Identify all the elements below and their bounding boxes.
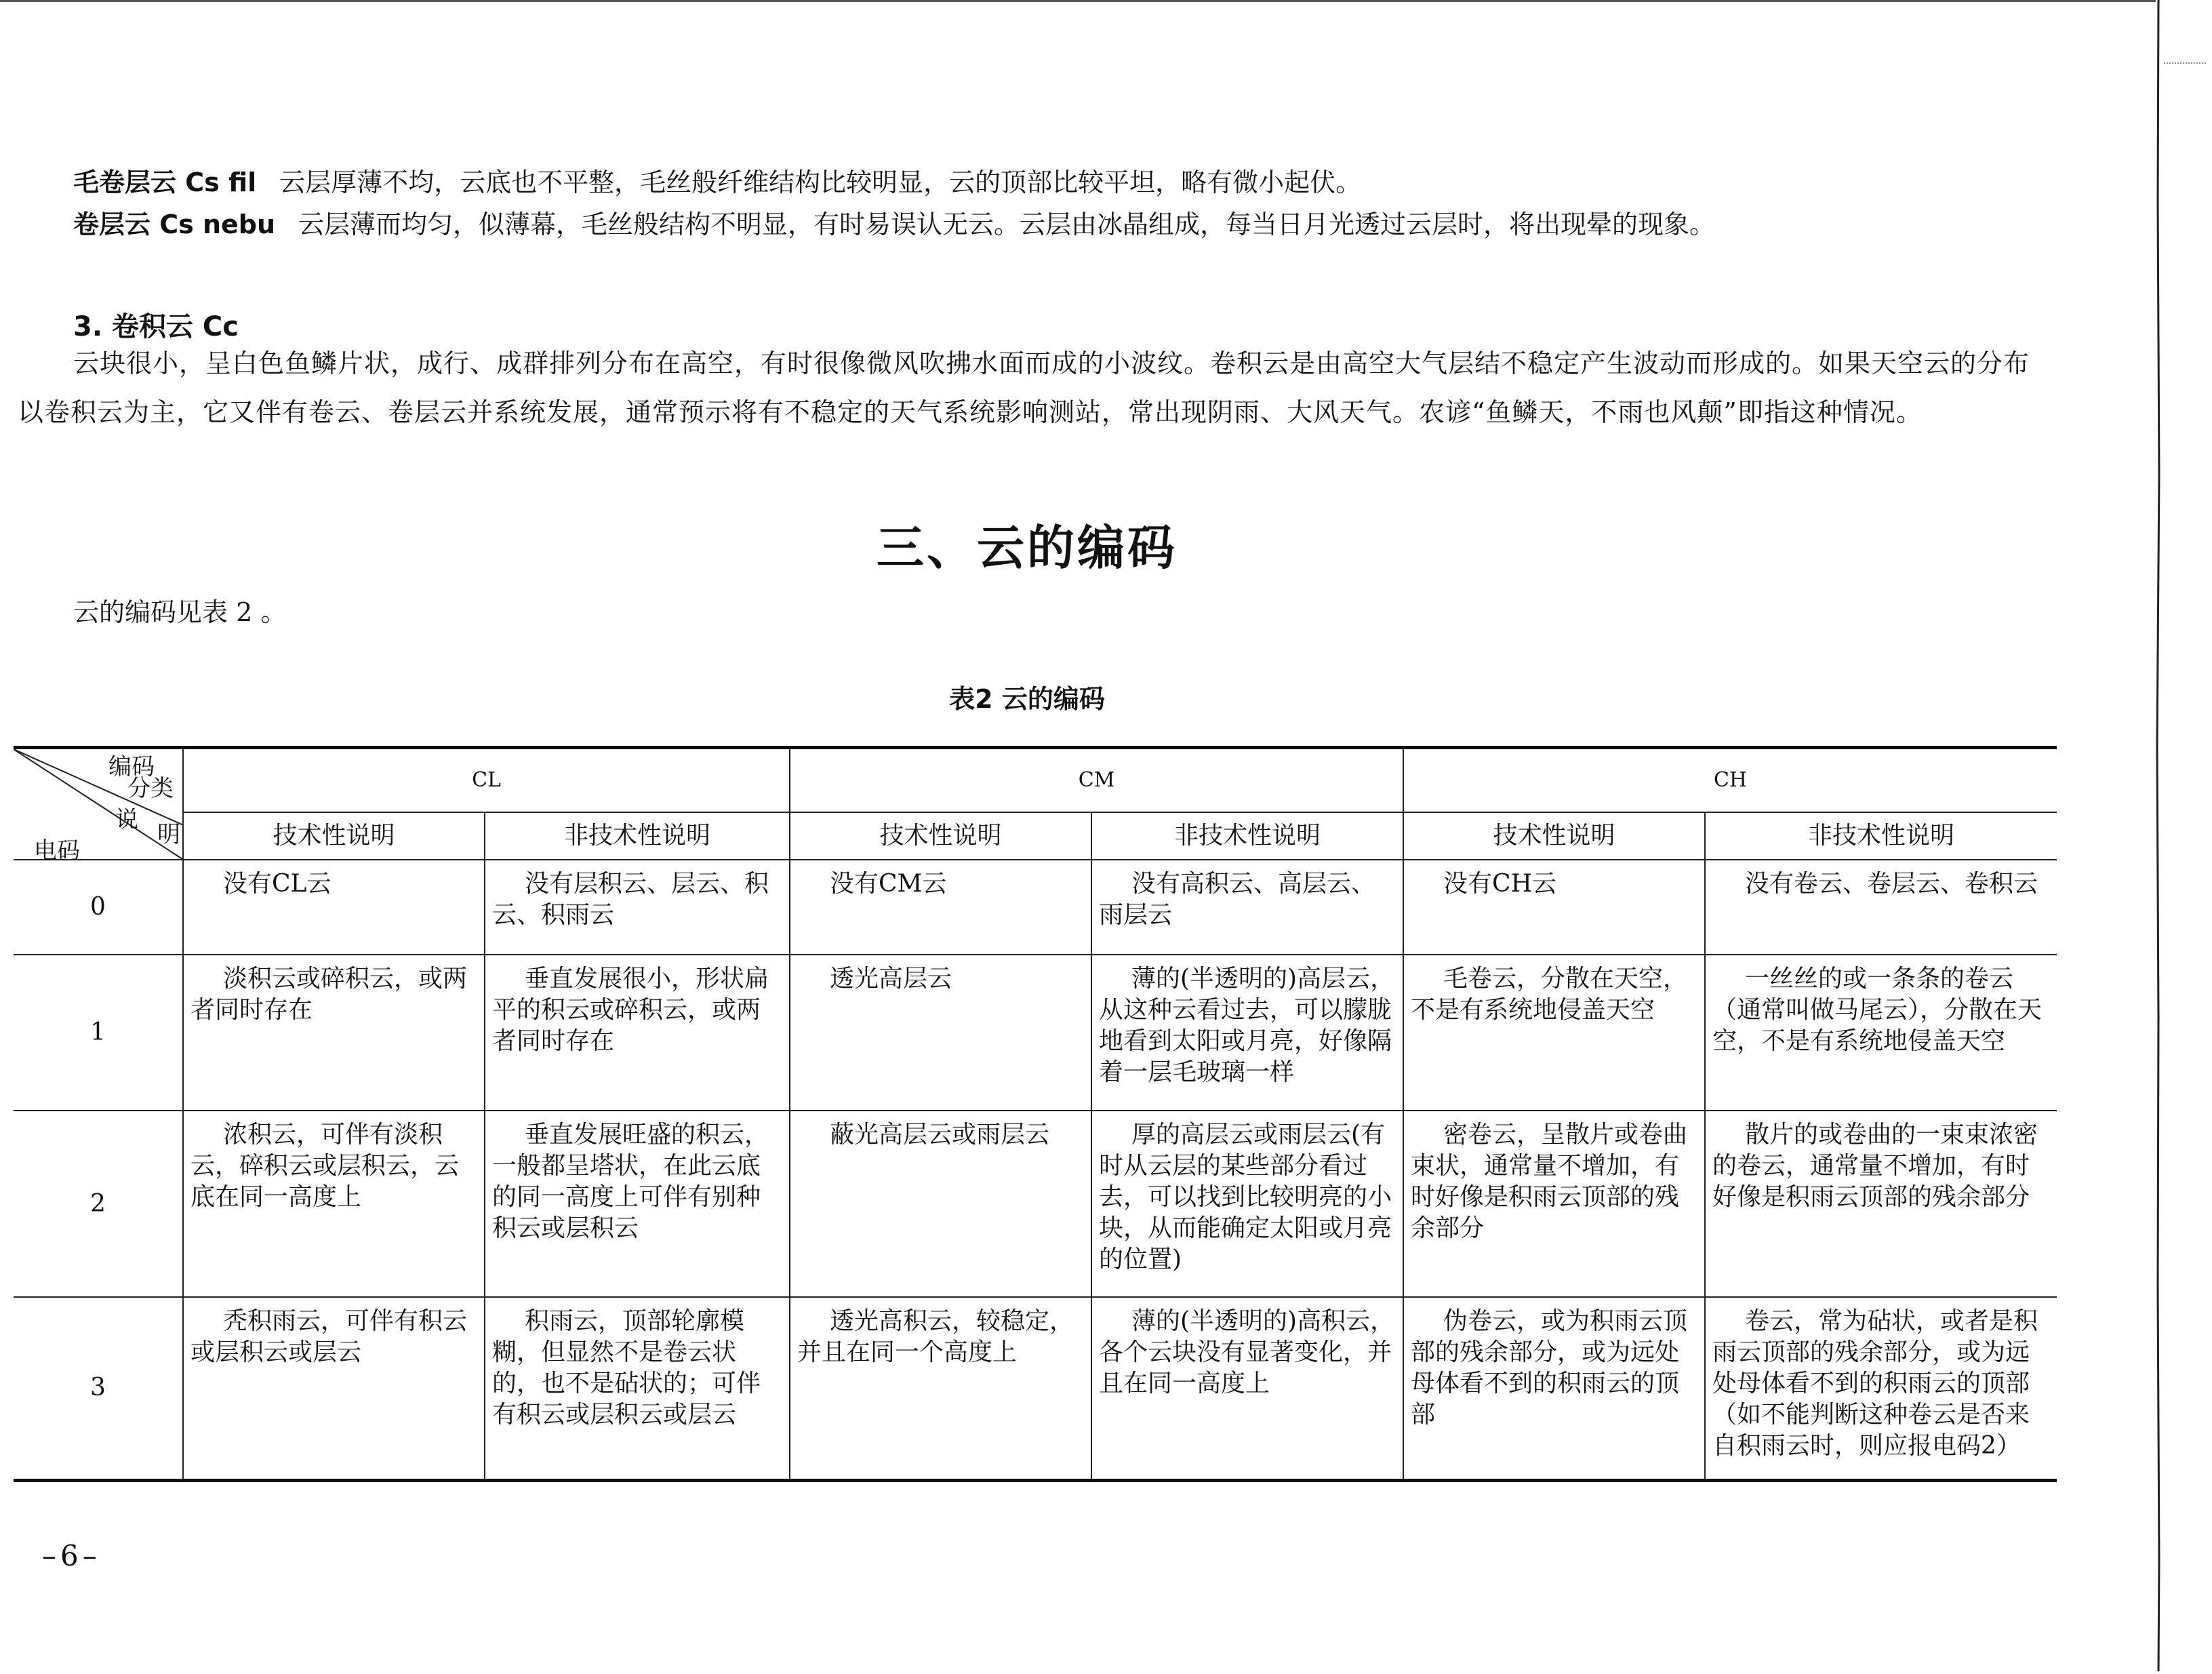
table-subheader-row [14, 812, 2057, 860]
table-cell: 浓积云，可伴有淡积云，碎积云或层积云，云底在同一高度上 [183, 1111, 485, 1297]
top-border-line [0, 0, 2156, 2]
table-cell: 没有CM云 [790, 860, 1091, 955]
table-row [14, 860, 2057, 955]
definition-cs-fil [73, 161, 2073, 203]
table-cell: 伪卷云，或为积雨云顶部的残余部分，或为远处母体看不到的积雨云的顶部 [1403, 1297, 1705, 1480]
section-body: 云块很小，呈白色鱼鳞片状，成行、成群排列分布在高空，有时很像微风吹拂水面而成的小波纹。卷积云是由高空大气层结不稳定产生波动而形成的。如果天空云的分布以卷积云为主，它又伴有卷云、卷层云并系统发展，通常预示将有不稳定的天气系统影响测站，常出现阴雨、大风天气。农谚“鱼鳞天，不雨也风颠”即指这种情况。 [18, 348, 2030, 427]
corner-code-label: 编码 [108, 753, 155, 780]
table-cell: 没有CH云 [1403, 860, 1705, 955]
definition-text: 云层薄而均匀，似薄幕，毛丝般结构不明显，有时易误认无云。云层由冰晶组成，每当日月光透过云层时，将出现晕的现象。 [298, 210, 1716, 239]
table-cell: 毛卷云，分散在天空，不是有系统地侵盖天空 [1403, 955, 1705, 1111]
chapter-title: 三、云的编码 [877, 520, 1178, 576]
code-cell: 2 [14, 1111, 183, 1297]
table-cell: 密卷云，呈散片或卷曲束状，通常量不增加，有时好像是积雨云顶部的残余部分 [1403, 1111, 1705, 1297]
table-cell: 没有卷云、卷层云、卷积云 [1705, 860, 2057, 955]
table-cell: 蔽光高层云或雨层云 [790, 1111, 1091, 1297]
table-cell: 薄的(半透明的)高积云，各个云块没有显著变化，并且在同一高度上 [1091, 1297, 1403, 1480]
table-row [14, 1297, 2057, 1480]
cloud-code-table [14, 746, 2057, 1482]
table-cell: 淡积云或碎积云，或两者同时存在 [183, 955, 485, 1111]
table-cell: 透光高积云，较稳定，并且在同一个高度上 [790, 1297, 1091, 1480]
corner-class-label: 分类 [127, 775, 174, 802]
table-row [14, 1111, 2057, 1297]
table-row [14, 955, 2057, 1111]
definition-cs-nebu [73, 203, 2073, 245]
corner-desc-label-2: 明 [157, 821, 180, 848]
code-cell: 3 [14, 1297, 183, 1480]
table-cell: 卷云，常为砧状，或者是积雨云顶部的残余部分，或为远处母体看不到的积雨云的顶部（如不能判断这种卷云是否来自积雨云时，则应报电码2） [1705, 1297, 2057, 1480]
edge-scan-mark [2164, 62, 2206, 64]
subheader-cell: 非技术性说明 [1705, 812, 2057, 860]
corner-dianma-label: 电码 [34, 837, 80, 864]
definition-term: 卷层云 Cs nebu [73, 210, 276, 239]
definition-term: 毛卷层云 Cs fil [73, 167, 257, 197]
definition-text: 云层厚薄不均，云底也不平整，毛丝般纤维结构比较明显，云的顶部比较平坦，略有微小起伏。 [279, 167, 1362, 197]
page-edge-shadow [2154, 0, 2161, 1671]
group-header-cl: CL [183, 748, 790, 813]
table-cell: 积雨云，顶部轮廓模糊，但显然不是卷云状的，也不是砧状的；可伴有积云或层积云或层云 [485, 1297, 790, 1480]
subheader-cell: 技术性说明 [1403, 812, 1705, 860]
table-cell: 厚的高层云或雨层云(有时从云层的某些部分看过去，可以找到比较明亮的小块，从而能确定太阳或月亮的位置) [1091, 1111, 1403, 1297]
subheader-cell: 技术性说明 [790, 812, 1091, 860]
table-cell: 垂直发展旺盛的积云，一般都呈塔状，在此云底的同一高度上可伴有别种积云或层积云 [485, 1111, 790, 1297]
table-cell: 秃积雨云，可伴有积云或层积云或层云 [183, 1297, 485, 1480]
table-cell: 垂直发展很小，形状扁平的积云或碎积云，或两者同时存在 [485, 955, 790, 1111]
section-title: 3. 卷积云 Cc [73, 311, 239, 342]
table-cell: 没有高积云、高层云、雨层云 [1091, 860, 1403, 955]
subheader-cell: 技术性说明 [183, 812, 485, 860]
group-header-cm: CM [790, 748, 1403, 813]
corner-desc-label-1: 说 [115, 806, 138, 833]
table-cell: 没有CL云 [183, 860, 485, 955]
table-cell: 薄的(半透明的)高层云，从这种云看过去，可以朦胧地看到太阳或月亮，好像隔着一层毛玻璃一样 [1091, 955, 1403, 1111]
group-header-ch: CH [1403, 748, 2057, 813]
table-cell: 一丝丝的或一条条的卷云（通常叫做马尾云），分散在天空，不是有系统地侵盖天空 [1705, 955, 2057, 1111]
table-cell: 透光高层云 [790, 955, 1091, 1111]
intro-text: 云的编码见表 2 。 [73, 597, 287, 627]
code-cell: 1 [14, 955, 183, 1111]
page-number: –6– [42, 1539, 101, 1572]
subheader-cell: 非技术性说明 [485, 812, 790, 860]
table-caption: 表2 云的编码 [949, 684, 1105, 714]
table-cell: 散片的或卷曲的一束束浓密的卷云，通常量不增加，有时好像是积雨云顶部的残余部分 [1705, 1111, 2057, 1297]
table-corner-cell [14, 748, 183, 864]
table-header-row [14, 748, 2057, 813]
code-cell: 0 [14, 860, 183, 955]
table-cell: 没有层积云、层云、积云、积雨云 [485, 860, 790, 955]
subheader-cell: 非技术性说明 [1091, 812, 1403, 860]
